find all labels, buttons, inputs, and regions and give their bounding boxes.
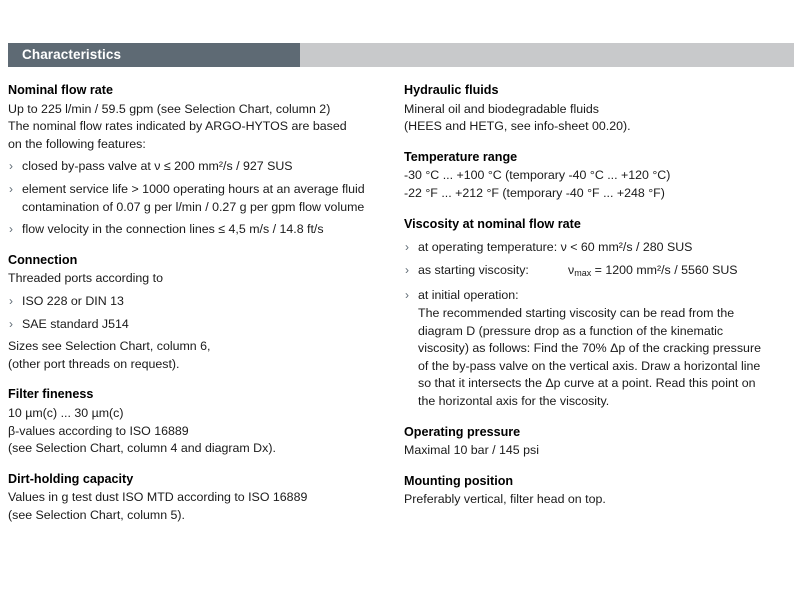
list-item-label: closed by-pass valve at ν ≤ 200 mm²/s / 927 SUS <box>22 159 293 174</box>
section-hydraulic-fluids <box>404 82 784 136</box>
body-line: (other port threads on request). <box>8 356 180 371</box>
list-item-label: SAE standard J514 <box>22 316 129 331</box>
body-line: -22 °F ... +212 °F (temporary -40 °F ... +248 °F) <box>404 185 665 200</box>
page-title: Characteristics <box>22 47 122 62</box>
section-filter-fineness <box>8 386 380 457</box>
body-line: viscosity) as follows: Find the 70% Δp of the cracking pressure <box>418 341 761 356</box>
body-line: The recommended starting viscosity can be read from the <box>418 305 735 320</box>
bullet-list <box>404 239 784 305</box>
list-item <box>404 239 784 257</box>
list-item <box>8 158 380 176</box>
section-mounting-position <box>404 473 784 509</box>
body-line: (see Selection Chart, column 5). <box>8 507 185 522</box>
list-item <box>8 221 380 239</box>
section-connection <box>8 252 380 374</box>
body-line: Sizes see Selection Chart, column 6, <box>8 339 211 354</box>
viscosity-value-rest: = 1200 mm²/s / 5560 SUS <box>591 262 738 277</box>
list-item <box>404 287 784 305</box>
section-title: Hydraulic fluids <box>404 83 499 97</box>
chevron-right-icon: › <box>9 222 13 237</box>
body-line: β-values according to ISO 16889 <box>8 423 189 438</box>
list-item-label: ISO 228 or DIN 13 <box>22 293 124 308</box>
list-item-label: at initial operation: <box>418 288 519 303</box>
list-item <box>8 293 380 311</box>
chevron-right-icon: › <box>405 240 409 255</box>
chevron-right-icon: › <box>405 262 409 277</box>
left-column <box>8 82 380 537</box>
starting-viscosity-label: as starting viscosity: <box>418 262 529 277</box>
section-nominal-flow-rate <box>8 82 380 239</box>
body-line: Up to 225 l/min / 59.5 gpm (see Selection Chart, column 2) <box>8 101 331 116</box>
body-line: Threaded ports according to <box>8 271 163 286</box>
body-line: the horizontal axis for the viscosity. <box>418 393 610 408</box>
initial-operation-body <box>404 305 784 411</box>
viscosity-symbol: ν <box>568 262 575 277</box>
chevron-right-icon: › <box>9 159 13 174</box>
body-line: of the by-pass valve on the vertical axis. Draw a horizontal line <box>418 358 761 373</box>
viscosity-subscript: max <box>574 267 592 278</box>
body-line: (see Selection Chart, column 4 and diagram Dx). <box>8 441 276 456</box>
list-item <box>8 181 380 216</box>
body-line: -30 °C ... +100 °C (temporary -40 °C ... +120 °C) <box>404 168 671 183</box>
bullet-list <box>8 158 380 238</box>
body-line: Mineral oil and biodegradable fluids <box>404 101 599 116</box>
section-title: Connection <box>8 252 78 267</box>
chevron-right-icon: › <box>9 293 13 308</box>
starting-viscosity-value <box>568 263 738 277</box>
section-viscosity-at-nominal-flow-rate <box>404 216 784 411</box>
body-line: (HEES and HETG, see info-sheet 00.20). <box>404 119 631 134</box>
section-title: Operating pressure <box>404 424 521 439</box>
list-item-label: at operating temperature: ν < 60 mm²/s / 280 SUS <box>418 240 693 255</box>
chevron-right-icon: › <box>405 288 409 303</box>
section-title: Filter fineness <box>8 387 94 402</box>
list-item <box>404 262 784 283</box>
body-line: Maximal 10 bar / 145 psi <box>404 443 539 458</box>
body-line: 10 µm(c) ... 30 µm(c) <box>8 405 124 420</box>
list-item <box>8 316 380 334</box>
section-temperature-range <box>404 149 784 203</box>
body-line: on the following features: <box>8 136 146 151</box>
body-line: The nominal flow rates indicated by ARGO-HYTOS are based <box>8 119 347 134</box>
section-operating-pressure <box>404 424 784 460</box>
section-dirt-holding-capacity <box>8 471 380 525</box>
chevron-right-icon: › <box>9 181 13 196</box>
section-title: Nominal flow rate <box>8 83 113 97</box>
bullet-list <box>8 293 380 333</box>
section-title: Temperature range <box>404 149 518 164</box>
body-line: Preferably vertical, filter head on top. <box>404 492 606 507</box>
body-line: diagram D (pressure drop as a function of the kinematic <box>418 323 724 338</box>
list-item-label: flow velocity in the connection lines ≤ 4,5 m/s / 14.8 ft/s <box>22 222 324 237</box>
section-title: Viscosity at nominal flow rate <box>404 216 581 231</box>
section-title: Dirt-holding capacity <box>8 471 134 486</box>
right-column <box>404 82 784 522</box>
body-line: Values in g test dust ISO MTD according to ISO 16889 <box>8 490 308 505</box>
chevron-right-icon: › <box>9 316 13 331</box>
starting-viscosity-row <box>418 262 784 283</box>
body-line: so that it intersects the Δp curve at a point. Read this point on <box>418 376 756 391</box>
list-item-label: element service life > 1000 operating hours at an average fluid contamination of 0.07 g per l/min / 0.27 g per gpm flow volume <box>22 181 365 214</box>
section-title: Mounting position <box>404 473 514 488</box>
